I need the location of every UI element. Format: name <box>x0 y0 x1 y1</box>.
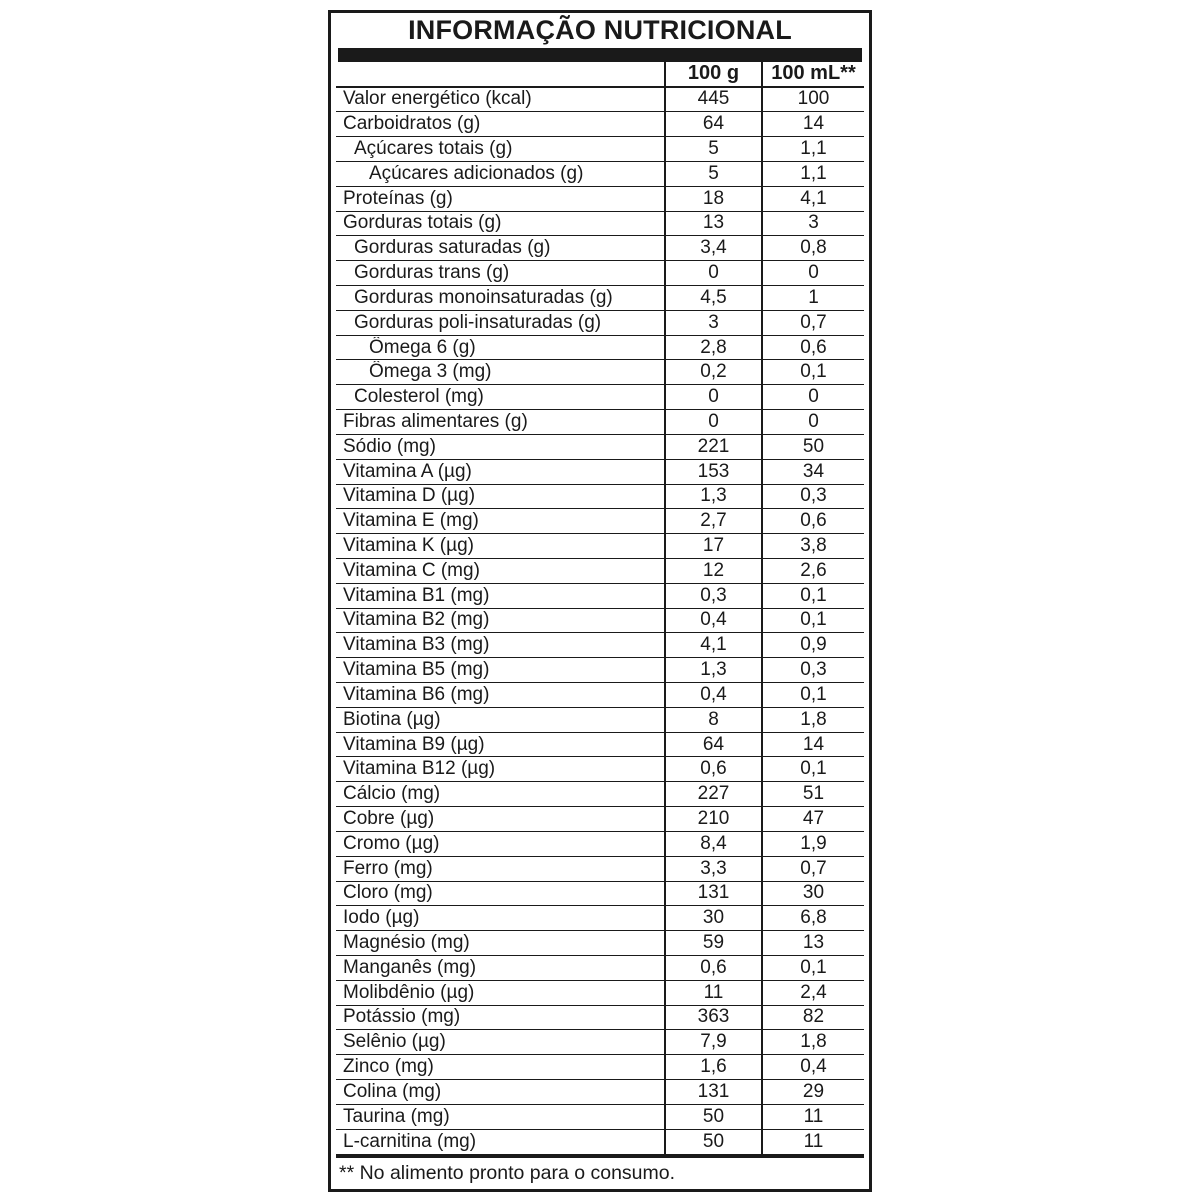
value-100g: 445 <box>664 88 761 112</box>
nutrient-label: Magnésio (mg) <box>343 932 470 954</box>
value-100g: 0,4 <box>664 683 761 707</box>
value-100g: 221 <box>664 435 761 459</box>
value-100g: 153 <box>664 460 761 484</box>
value-100ml: 50 <box>761 435 864 459</box>
value-100ml: 3,8 <box>761 534 864 558</box>
table-row <box>336 336 864 361</box>
value-100ml: 34 <box>761 460 864 484</box>
table-row <box>336 584 864 609</box>
value-100ml: 51 <box>761 782 864 806</box>
value-100ml: 1,9 <box>761 832 864 856</box>
nutrient-label: Vitamina B1 (mg) <box>343 584 490 606</box>
value-100g: 3 <box>664 311 761 335</box>
value-100ml: 0,3 <box>761 485 864 509</box>
value-100ml: 3 <box>761 212 864 236</box>
value-100ml: 1,1 <box>761 137 864 161</box>
value-100g: 18 <box>664 187 761 211</box>
nutrient-label: Açúcares totais (g) <box>354 138 513 160</box>
nutrient-label: Manganês (mg) <box>343 956 477 978</box>
value-100g: 12 <box>664 559 761 583</box>
value-100g: 5 <box>664 137 761 161</box>
value-100ml: 0,7 <box>761 311 864 335</box>
nutrient-label: Zinco (mg) <box>343 1056 434 1078</box>
value-100g: 59 <box>664 931 761 955</box>
value-100g: 0,4 <box>664 609 761 633</box>
table-row <box>336 1105 864 1130</box>
value-100ml: 0,1 <box>761 757 864 781</box>
value-100g: 4,5 <box>664 286 761 310</box>
table-row <box>336 509 864 534</box>
value-100g: 227 <box>664 782 761 806</box>
nutrient-label: Molibdênio (µg) <box>343 981 475 1003</box>
nutrient-label: Vitamina E (mg) <box>343 510 479 532</box>
value-100g: 17 <box>664 534 761 558</box>
value-100g: 11 <box>664 981 761 1005</box>
value-100ml: 0,7 <box>761 857 864 881</box>
value-100ml: 0 <box>761 385 864 409</box>
nutrient-label: Vitamina B9 (µg) <box>343 733 485 755</box>
table-row <box>336 236 864 261</box>
value-100g: 5 <box>664 162 761 186</box>
value-100ml: 0,6 <box>761 509 864 533</box>
table-row <box>336 534 864 559</box>
table-row <box>336 1006 864 1031</box>
nutrient-label: Cloro (mg) <box>343 882 433 904</box>
nutrient-label: Proteínas (g) <box>343 187 453 209</box>
value-100ml: 2,6 <box>761 559 864 583</box>
nutrient-label: Gorduras saturadas (g) <box>354 237 551 259</box>
value-100g: 210 <box>664 807 761 831</box>
value-100ml: 11 <box>761 1130 864 1155</box>
value-100ml: 1,1 <box>761 162 864 186</box>
nutrient-label: Biotina (µg) <box>343 708 441 730</box>
nutrition-facts-table <box>328 10 872 1192</box>
nutrient-label: Sódio (mg) <box>343 435 436 457</box>
value-100g: 0,6 <box>664 757 761 781</box>
value-100g: 7,9 <box>664 1030 761 1054</box>
value-100g: 0,3 <box>664 584 761 608</box>
value-100ml: 30 <box>761 882 864 906</box>
value-100ml: 14 <box>761 112 864 136</box>
value-100g: 1,6 <box>664 1055 761 1079</box>
value-100ml: 11 <box>761 1105 864 1129</box>
table-header-row <box>336 62 864 88</box>
nutrient-label: Vitamina A (µg) <box>343 460 472 482</box>
nutrient-label: Gorduras totais (g) <box>343 212 502 234</box>
value-100g: 0 <box>664 261 761 285</box>
table-row <box>336 956 864 981</box>
table-row <box>336 882 864 907</box>
value-100ml: 0,9 <box>761 633 864 657</box>
value-100ml: 29 <box>761 1080 864 1104</box>
table-row <box>336 708 864 733</box>
nutrient-label: Vitamina B5 (mg) <box>343 659 490 681</box>
value-100g: 8,4 <box>664 832 761 856</box>
table-title: INFORMAÇÃO NUTRICIONAL <box>408 15 792 45</box>
value-100ml: 0 <box>761 410 864 434</box>
nutrient-label: Gorduras trans (g) <box>354 262 510 284</box>
value-100g: 363 <box>664 1006 761 1030</box>
value-100g: 3,3 <box>664 857 761 881</box>
table-row <box>336 485 864 510</box>
value-100g: 1,3 <box>664 485 761 509</box>
value-100ml: 0,8 <box>761 236 864 260</box>
value-100ml: 47 <box>761 807 864 831</box>
nutrient-label: L-carnitina (mg) <box>343 1131 477 1153</box>
table-row <box>336 112 864 137</box>
table-row <box>336 683 864 708</box>
table-row <box>336 757 864 782</box>
nutrient-label: Vitamina B6 (mg) <box>343 683 490 705</box>
table-row <box>336 162 864 187</box>
table-row <box>336 286 864 311</box>
value-100g: 131 <box>664 1080 761 1104</box>
value-100ml: 1,8 <box>761 708 864 732</box>
table-row <box>336 360 864 385</box>
nutrient-label: Gorduras poli-insaturadas (g) <box>354 311 602 333</box>
nutrient-label: Açúcares adicionados (g) <box>369 162 584 184</box>
nutrient-label: Vitamina C (mg) <box>343 559 480 581</box>
table-row <box>336 906 864 931</box>
table-row <box>336 1130 864 1155</box>
value-100ml: 82 <box>761 1006 864 1030</box>
table-row <box>336 609 864 634</box>
value-100ml: 0,1 <box>761 584 864 608</box>
value-100ml: 0,1 <box>761 360 864 384</box>
table-row <box>336 88 864 113</box>
nutrient-label: Ômega 3 (mg) <box>369 361 492 383</box>
value-100ml: 1 <box>761 286 864 310</box>
value-100g: 13 <box>664 212 761 236</box>
nutrient-label: Colesterol (mg) <box>354 386 484 408</box>
value-100ml: 0,1 <box>761 609 864 633</box>
value-100ml: 0 <box>761 261 864 285</box>
nutrient-label: Vitamina B12 (µg) <box>343 758 496 780</box>
header-100ml: 100 mL** <box>761 62 864 86</box>
table-row <box>336 807 864 832</box>
nutrient-label: Cobre (µg) <box>343 807 435 829</box>
value-100g: 2,7 <box>664 509 761 533</box>
table-row <box>336 832 864 857</box>
table-row <box>336 559 864 584</box>
table-row <box>336 212 864 237</box>
value-100ml: 6,8 <box>761 906 864 930</box>
table-row <box>336 633 864 658</box>
table-row <box>336 1030 864 1055</box>
value-100g: 64 <box>664 112 761 136</box>
header-100g: 100 g <box>664 62 761 86</box>
value-100ml: 4,1 <box>761 187 864 211</box>
nutrient-label: Cromo (µg) <box>343 832 440 854</box>
table-row <box>336 658 864 683</box>
table-row <box>336 435 864 460</box>
table-row <box>336 385 864 410</box>
table-row <box>336 981 864 1006</box>
value-100g: 131 <box>664 882 761 906</box>
nutrient-label: Fibras alimentares (g) <box>343 410 528 432</box>
value-100ml: 1,8 <box>761 1030 864 1054</box>
table-row <box>336 1055 864 1080</box>
nutrient-label: Cálcio (mg) <box>343 783 441 805</box>
value-100g: 50 <box>664 1105 761 1129</box>
title-separator-bar <box>338 48 862 62</box>
footnote: ** No alimento pronto para o consumo. <box>339 1161 676 1184</box>
table-row <box>336 460 864 485</box>
table-row <box>336 1080 864 1105</box>
table-row <box>336 261 864 286</box>
value-100ml: 0,6 <box>761 336 864 360</box>
nutrient-label: Taurina (mg) <box>343 1105 450 1127</box>
value-100g: 0,6 <box>664 956 761 980</box>
nutrient-label: Vitamina D (µg) <box>343 485 476 507</box>
value-100g: 3,4 <box>664 236 761 260</box>
value-100g: 50 <box>664 1130 761 1155</box>
value-100g: 4,1 <box>664 633 761 657</box>
nutrient-label: Ômega 6 (g) <box>369 336 476 358</box>
nutrient-label: Colina (mg) <box>343 1080 442 1102</box>
value-100ml: 100 <box>761 88 864 112</box>
value-100g: 0,2 <box>664 360 761 384</box>
table-row <box>336 857 864 882</box>
value-100g: 64 <box>664 733 761 757</box>
table-row <box>336 733 864 758</box>
value-100g: 2,8 <box>664 336 761 360</box>
table-row <box>336 187 864 212</box>
value-100g: 1,3 <box>664 658 761 682</box>
nutrient-label: Vitamina K (µg) <box>343 535 474 557</box>
value-100g: 30 <box>664 906 761 930</box>
table-row <box>336 782 864 807</box>
value-100ml: 0,1 <box>761 956 864 980</box>
value-100g: 8 <box>664 708 761 732</box>
nutrient-label: Vitamina B3 (mg) <box>343 634 490 656</box>
table-row <box>336 311 864 336</box>
nutrient-label: Potássio (mg) <box>343 1006 461 1028</box>
nutrient-label: Iodo (µg) <box>343 907 420 929</box>
nutrient-label: Selênio (µg) <box>343 1031 446 1053</box>
value-100ml: 13 <box>761 931 864 955</box>
value-100g: 0 <box>664 385 761 409</box>
nutrient-label: Gorduras monoinsaturadas (g) <box>354 286 613 308</box>
value-100ml: 0,3 <box>761 658 864 682</box>
value-100ml: 0,1 <box>761 683 864 707</box>
table-row <box>336 410 864 435</box>
table-body <box>336 88 864 1155</box>
nutrient-label: Ferro (mg) <box>343 857 433 879</box>
table-row <box>336 931 864 956</box>
value-100ml: 2,4 <box>761 981 864 1005</box>
nutrient-label: Carboidratos (g) <box>343 113 481 135</box>
nutrient-label: Vitamina B2 (mg) <box>343 609 490 631</box>
value-100ml: 0,4 <box>761 1055 864 1079</box>
table-row <box>336 137 864 162</box>
value-100g: 0 <box>664 410 761 434</box>
value-100ml: 14 <box>761 733 864 757</box>
nutrient-label: Valor energético (kcal) <box>343 88 532 110</box>
